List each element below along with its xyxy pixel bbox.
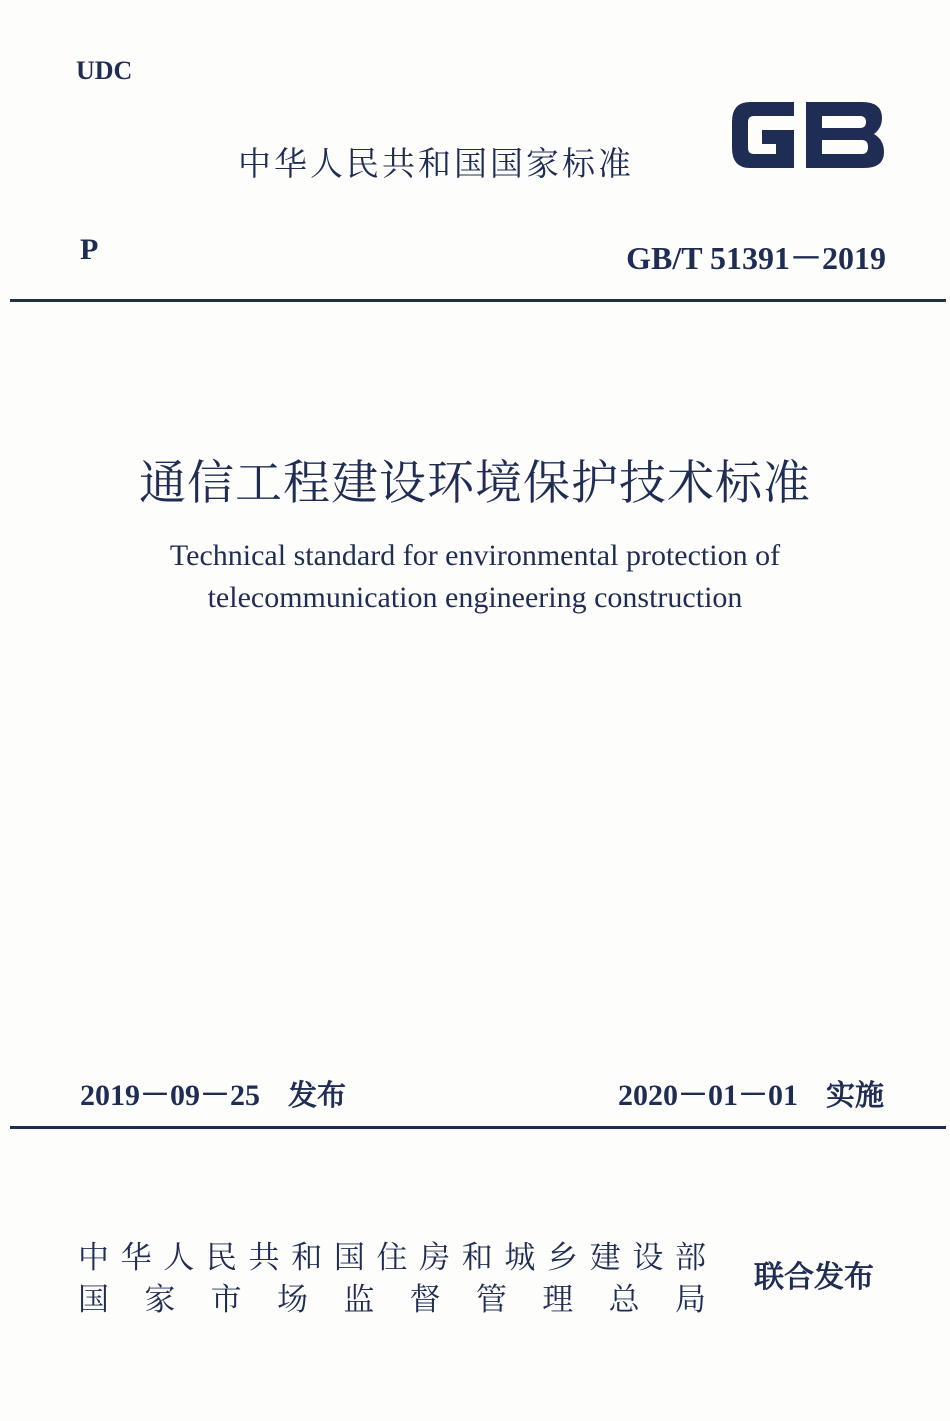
implementation-date: 2020－01－01: [617, 1079, 798, 1112]
standard-number: GB/T 51391－2019: [626, 240, 886, 276]
implementation-date-block: [618, 1070, 884, 1114]
title-english-line1: Technical standard for environmental protection of: [169, 539, 781, 572]
top-divider: [10, 299, 946, 302]
classification-code: P: [80, 233, 99, 266]
title-english: [0, 535, 950, 619]
title-english-line2: telecommunication engineering construction: [207, 581, 743, 614]
joint-issue-label: 联合发布: [754, 1260, 874, 1295]
issuer-administration: 国 家 市 场 监 督 管 理 总 局: [78, 1282, 706, 1318]
issue-date-block: [80, 1070, 346, 1114]
title-chinese: 通信工程建设环境保护技术标准: [139, 456, 811, 511]
implementation-label: 实施: [825, 1078, 884, 1112]
issue-label: 发布: [288, 1078, 347, 1112]
standard-type: 中华人民共和国国家标准: [238, 144, 634, 183]
issuer-ministry: 中 华 人 民 共 和 国 住 房 和 城 乡 建 设 部: [78, 1240, 706, 1276]
issue-date: 2019－09－25: [80, 1079, 260, 1112]
bottom-divider: [10, 1126, 946, 1129]
udc-label: UDC: [76, 56, 133, 85]
gb-logo: [724, 92, 888, 176]
